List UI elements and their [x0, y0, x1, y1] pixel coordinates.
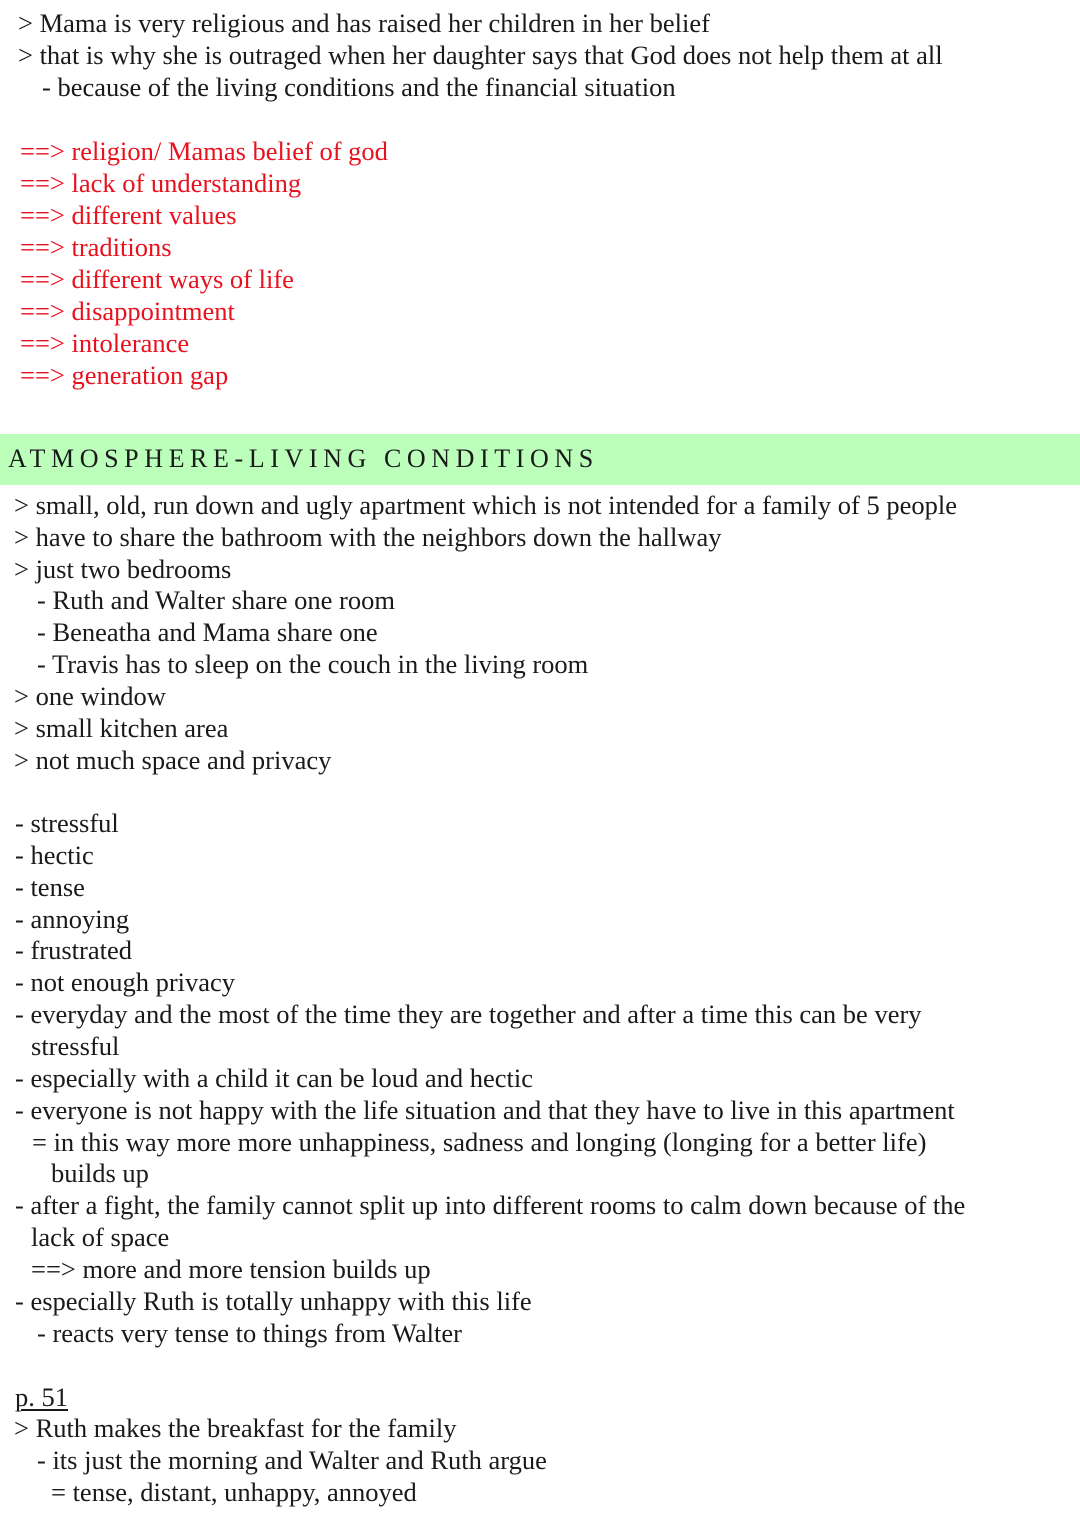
- page-ref-line: = tense, distant, unhappy, annoyed: [51, 1477, 417, 1507]
- conflict-item: [20, 263, 294, 295]
- living-line: > one window: [14, 681, 166, 711]
- atmosphere-line: - hectic: [15, 840, 94, 870]
- conflict-item: [20, 231, 172, 263]
- atmosphere-line: - annoying: [15, 904, 130, 934]
- atmosphere-line: = in this way more more unhappiness, sadness and longing (longing for a better life): [32, 1127, 927, 1157]
- intro-line: - because of the living conditions and the financial situation: [42, 72, 676, 102]
- conflict-label: lack of understanding: [71, 168, 302, 198]
- atmosphere-line: lack of space: [31, 1222, 170, 1252]
- conflict-item: [20, 359, 228, 391]
- conflict-item: [20, 199, 237, 231]
- conflict-label: traditions: [71, 232, 172, 262]
- conflict-item: [20, 327, 189, 359]
- atmosphere-line: stressful: [31, 1031, 120, 1061]
- page-reference-heading: p. 51: [15, 1382, 68, 1412]
- conflict-item: [20, 295, 235, 327]
- conflict-label: intolerance: [71, 328, 190, 358]
- living-line: > small kitchen area: [14, 713, 229, 743]
- conflict-label: religion/ Mamas belief of god: [71, 136, 388, 166]
- living-line: > just two bedrooms: [14, 554, 232, 584]
- intro-line: > that is why she is outraged when her daughter says that God does not help them at all: [18, 40, 943, 70]
- atmosphere-line: - especially Ruth is totally unhappy with this life: [15, 1286, 532, 1316]
- arrow-marker: ==>: [20, 360, 65, 390]
- section-title: ATMOSPHERE-LIVING CONDITIONS: [8, 444, 599, 473]
- atmosphere-line: - especially with a child it can be loud and hectic: [15, 1063, 534, 1093]
- page-ref-line: > Ruth makes the breakfast for the family: [14, 1413, 457, 1443]
- atmosphere-line: - everyone is not happy with the life situation and that they have to live in this apartment: [15, 1095, 955, 1125]
- conflict-item: [20, 135, 388, 167]
- intro-line: > Mama is very religious and has raised her children in her belief: [18, 8, 710, 38]
- atmosphere-line: - not enough privacy: [15, 967, 236, 997]
- arrow-marker: ==>: [20, 168, 65, 198]
- living-line: > have to share the bathroom with the neighbors down the hallway: [14, 522, 722, 552]
- arrow-marker: ==>: [20, 200, 65, 230]
- living-line: - Beneatha and Mama share one: [37, 617, 378, 647]
- atmosphere-line: - stressful: [15, 808, 119, 838]
- arrow-marker: ==>: [20, 264, 65, 294]
- atmosphere-line: - reacts very tense to things from Walter: [37, 1318, 462, 1348]
- atmosphere-line: - tense: [15, 872, 85, 902]
- conflict-label: generation gap: [71, 360, 229, 390]
- conflict-label: different values: [71, 200, 237, 230]
- arrow-marker: ==>: [20, 296, 65, 326]
- living-line: > not much space and privacy: [14, 745, 332, 775]
- arrow-marker: ==>: [20, 328, 65, 358]
- page-ref-line: - its just the morning and Walter and Ruth argue: [37, 1445, 547, 1475]
- arrow-marker: ==>: [20, 232, 65, 262]
- living-line: > small, old, run down and ugly apartment which is not intended for a family of 5 people: [14, 490, 957, 520]
- atmosphere-line: - frustrated: [15, 935, 132, 965]
- atmosphere-line: - after a fight, the family cannot split up into different rooms to calm down because of the: [15, 1190, 966, 1220]
- conflict-label: different ways of life: [71, 264, 294, 294]
- conflict-item: [20, 167, 301, 199]
- living-line: - Travis has to sleep on the couch in the living room: [37, 649, 589, 679]
- atmosphere-line: ==> more and more tension builds up: [31, 1254, 431, 1284]
- atmosphere-line: - everyday and the most of the time they are together and after a time this can be very: [15, 999, 922, 1029]
- living-line: - Ruth and Walter share one room: [37, 585, 395, 615]
- atmosphere-line: builds up: [51, 1158, 149, 1188]
- arrow-marker: ==>: [20, 136, 65, 166]
- conflict-label: disappointment: [71, 296, 235, 326]
